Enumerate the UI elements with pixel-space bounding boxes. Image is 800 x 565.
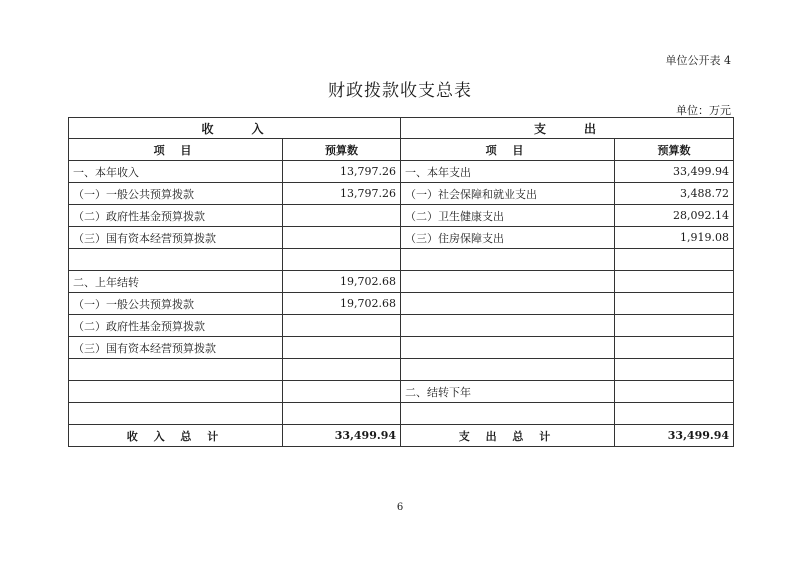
income-item-cell: （二）政府性基金预算拨款	[69, 205, 283, 227]
table-row	[69, 403, 734, 425]
expense-value-cell	[615, 315, 734, 337]
expense-item-cell	[401, 337, 615, 359]
expense-value-cell	[615, 293, 734, 315]
expense-budget-header: 预算数	[615, 139, 734, 161]
expense-item-cell: （三）住房保障支出	[401, 227, 615, 249]
expense-item-cell	[401, 359, 615, 381]
income-value-cell: 13,797.26	[283, 161, 401, 183]
column-header-row	[69, 139, 734, 161]
table-row	[69, 359, 734, 381]
income-item-cell: （一）一般公共预算拨款	[69, 183, 283, 205]
income-item-cell: （二）政府性基金预算拨款	[69, 315, 283, 337]
expense-value-cell	[615, 249, 734, 271]
income-value-cell	[283, 337, 401, 359]
expense-item-header: 项 目	[401, 139, 615, 161]
expense-item-cell: （一）社会保障和就业支出	[401, 183, 615, 205]
expense-value-cell: 33,499.94	[615, 161, 734, 183]
expense-value-cell	[615, 381, 734, 403]
table-row	[69, 271, 734, 293]
income-value-cell: 19,702.68	[283, 293, 401, 315]
expense-value-cell: 28,092.14	[615, 205, 734, 227]
income-item-cell	[69, 359, 283, 381]
table-row	[69, 293, 734, 315]
expense-value-cell	[615, 337, 734, 359]
expense-total-value: 33,499.94	[615, 425, 734, 447]
group-header-row	[69, 118, 734, 139]
expense-item-cell	[401, 403, 615, 425]
table-row	[69, 227, 734, 249]
income-item-cell	[69, 249, 283, 271]
expense-item-cell: 二、结转下年	[401, 381, 615, 403]
table-row	[69, 249, 734, 271]
expense-item-cell	[401, 315, 615, 337]
income-value-cell	[283, 403, 401, 425]
expense-item-cell	[401, 249, 615, 271]
expense-value-cell: 1,919.08	[615, 227, 734, 249]
expense-total-label: 支 出 总 计	[401, 425, 615, 447]
income-value-cell: 13,797.26	[283, 183, 401, 205]
table-row	[69, 205, 734, 227]
income-total-value: 33,499.94	[283, 425, 401, 447]
income-item-cell: （一）一般公共预算拨款	[69, 293, 283, 315]
income-item-cell	[69, 403, 283, 425]
expense-value-cell	[615, 271, 734, 293]
page-title: 财政拨款收支总表	[328, 81, 472, 101]
expense-item-cell	[401, 271, 615, 293]
income-value-cell	[283, 359, 401, 381]
income-item-cell: （三）国有资本经营预算拨款	[69, 337, 283, 359]
expense-group-header: 支出	[401, 118, 734, 139]
income-value-cell	[283, 227, 401, 249]
table-row	[69, 381, 734, 403]
income-value-cell	[283, 205, 401, 227]
income-item-cell: （三）国有资本经营预算拨款	[69, 227, 283, 249]
expense-item-cell	[401, 293, 615, 315]
expense-item-cell: 一、本年支出	[401, 161, 615, 183]
table-row	[69, 183, 734, 205]
income-item-cell: 二、上年结转	[69, 271, 283, 293]
income-item-cell	[69, 381, 283, 403]
income-item-cell: 一、本年收入	[69, 161, 283, 183]
page-number: 6	[396, 502, 404, 513]
income-value-cell: 19,702.68	[283, 271, 401, 293]
total-row	[69, 425, 734, 447]
income-item-header: 项 目	[69, 139, 283, 161]
expense-value-cell	[615, 359, 734, 381]
unit-label: 单位：万元	[676, 104, 731, 117]
budget-table	[68, 117, 734, 447]
table-row	[69, 161, 734, 183]
income-group-header: 收入	[69, 118, 401, 139]
income-value-cell	[283, 315, 401, 337]
table-row	[69, 315, 734, 337]
table-number-label: 单位公开表 4	[665, 54, 731, 67]
table-row	[69, 337, 734, 359]
expense-item-cell: （二）卫生健康支出	[401, 205, 615, 227]
expense-value-cell: 3,488.72	[615, 183, 734, 205]
income-value-cell	[283, 249, 401, 271]
income-total-label: 收 入 总 计	[69, 425, 283, 447]
income-budget-header: 预算数	[283, 139, 401, 161]
income-value-cell	[283, 381, 401, 403]
expense-value-cell	[615, 403, 734, 425]
